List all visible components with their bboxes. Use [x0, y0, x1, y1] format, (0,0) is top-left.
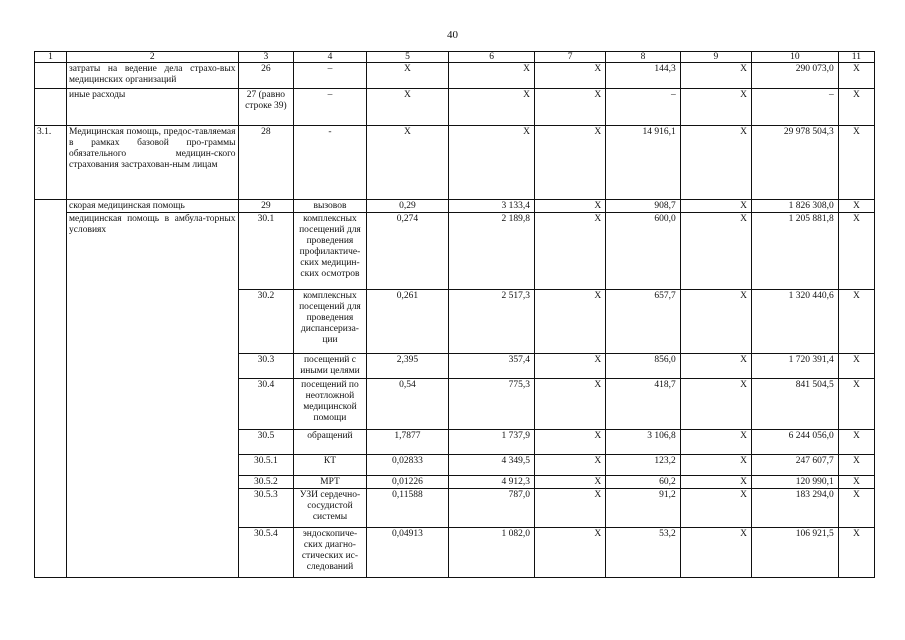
cell-col11: Х: [838, 89, 874, 126]
cell-col8: 418,7: [606, 379, 680, 430]
cell-unit: комплексных посещений для проведения профилактиче-ских медицин-ских осмотров: [294, 213, 366, 290]
cell-section: [35, 200, 67, 578]
cell-col5: 0,54: [366, 379, 449, 430]
col-header-5: 5: [366, 52, 449, 63]
cell-col10: 6 244 056,0: [751, 430, 838, 455]
cell-col7: Х: [535, 430, 606, 455]
cell-col11: Х: [838, 63, 874, 89]
cell-col6: 4 349,5: [449, 455, 535, 476]
cell-col5: 0,02833: [366, 455, 449, 476]
cell-col9: Х: [680, 430, 751, 455]
cell-col7: Х: [535, 354, 606, 379]
cell-col5: 2,395: [366, 354, 449, 379]
cell-unit: комплексных посещений для проведения диспансериза-ции: [294, 290, 366, 354]
cell-line: 26: [238, 63, 294, 89]
cell-col11: Х: [838, 455, 874, 476]
cell-col8: 123,2: [606, 455, 680, 476]
col-header-3: 3: [238, 52, 294, 63]
cell-col8: 856,0: [606, 354, 680, 379]
cell-col10: 247 607,7: [751, 455, 838, 476]
cell-col8: 91,2: [606, 489, 680, 528]
cell-col6: 1 737,9: [449, 430, 535, 455]
cell-col7: Х: [535, 200, 606, 213]
cell-unit: КТ: [294, 455, 366, 476]
cell-col8: 144,3: [606, 63, 680, 89]
col-header-1: 1: [35, 52, 67, 63]
cell-unit: посещений с иными целями: [294, 354, 366, 379]
cell-col10: 1 826 308,0: [751, 200, 838, 213]
cell-line: 30.5.1: [238, 455, 294, 476]
cell-name: Медицинская помощь, предос-тавляемая в рамках базовой про-граммы обязательного медицин-ского страхования застрахован-ным лицам: [67, 126, 239, 200]
cell-col5: 0,01226: [366, 476, 449, 489]
cell-line: 30.2: [238, 290, 294, 354]
cell-col9: Х: [680, 455, 751, 476]
cell-col8: 14 916,1: [606, 126, 680, 200]
cell-unit: МРТ: [294, 476, 366, 489]
cell-col8: 53,2: [606, 528, 680, 578]
cell-unit: -: [294, 126, 366, 200]
cell-col10: 1 720 391,4: [751, 354, 838, 379]
col-header-7: 7: [535, 52, 606, 63]
cell-col11: Х: [838, 200, 874, 213]
cell-line: 30.5.3: [238, 489, 294, 528]
table-row: [35, 63, 875, 89]
cell-col8: 60,2: [606, 476, 680, 489]
cell-col5: 0,29: [366, 200, 449, 213]
cell-col9: Х: [680, 528, 751, 578]
cell-col7: Х: [535, 455, 606, 476]
cell-col7: Х: [535, 528, 606, 578]
cell-col5: 0,261: [366, 290, 449, 354]
cell-line: 27 (равно строке 39): [238, 89, 294, 126]
cell-section: 3.1.: [35, 126, 67, 200]
cell-col9: Х: [680, 126, 751, 200]
cell-col5: Х: [366, 126, 449, 200]
col-header-10: 10: [751, 52, 838, 63]
cell-col10: 290 073,0: [751, 63, 838, 89]
cell-col8: 908,7: [606, 200, 680, 213]
cell-col9: Х: [680, 200, 751, 213]
cell-line: 30.5.4: [238, 528, 294, 578]
cell-col7: Х: [535, 489, 606, 528]
cell-col9: Х: [680, 89, 751, 126]
cell-unit: обращений: [294, 430, 366, 455]
cell-unit: –: [294, 63, 366, 89]
cell-line: 30.1: [238, 213, 294, 290]
cell-col8: 600,0: [606, 213, 680, 290]
cell-col9: Х: [680, 63, 751, 89]
cell-col11: Х: [838, 354, 874, 379]
col-header-6: 6: [449, 52, 535, 63]
cell-unit: вызовов: [294, 200, 366, 213]
cell-col9: Х: [680, 489, 751, 528]
cell-col10: 183 294,0: [751, 489, 838, 528]
col-header-9: 9: [680, 52, 751, 63]
cell-col6: 2 189,8: [449, 213, 535, 290]
cell-unit: УЗИ сердечно-сосудистой системы: [294, 489, 366, 528]
cell-col6: 4 912,3: [449, 476, 535, 489]
cell-col11: Х: [838, 476, 874, 489]
table-row: [35, 126, 875, 200]
cell-col5: 0,274: [366, 213, 449, 290]
cell-col10: –: [751, 89, 838, 126]
cell-col11: Х: [838, 528, 874, 578]
cell-line: 28: [238, 126, 294, 200]
cell-col6: Х: [449, 89, 535, 126]
cell-unit: эндоскопиче-ских диагно-стических ис-следований: [294, 528, 366, 578]
cell-col9: Х: [680, 213, 751, 290]
cell-col5: 1,7877: [366, 430, 449, 455]
cell-col5: 0,04913: [366, 528, 449, 578]
cell-section: [35, 89, 67, 126]
cell-line: 30.5.2: [238, 476, 294, 489]
cell-col10: 106 921,5: [751, 528, 838, 578]
cell-col9: Х: [680, 290, 751, 354]
col-header-2: 2: [67, 52, 239, 63]
table-row: [35, 200, 875, 213]
cell-col7: Х: [535, 63, 606, 89]
page-number: 40: [447, 29, 458, 41]
cell-col8: 3 106,8: [606, 430, 680, 455]
cell-line: 30.3: [238, 354, 294, 379]
tariff-table: [34, 51, 875, 578]
cell-col6: Х: [449, 63, 535, 89]
cell-col8: –: [606, 89, 680, 126]
cell-line: 29: [238, 200, 294, 213]
cell-col7: Х: [535, 89, 606, 126]
cell-col6: 3 133,4: [449, 200, 535, 213]
cell-col5: 0,11588: [366, 489, 449, 528]
cell-col7: Х: [535, 126, 606, 200]
cell-col6: 1 082,0: [449, 528, 535, 578]
cell-unit: посещений по неотложной медицинской помощи: [294, 379, 366, 430]
col-header-11: 11: [838, 52, 874, 63]
cell-col7: Х: [535, 213, 606, 290]
cell-col5: Х: [366, 63, 449, 89]
cell-col11: Х: [838, 290, 874, 354]
col-header-8: 8: [606, 52, 680, 63]
cell-line: 30.4: [238, 379, 294, 430]
cell-col11: Х: [838, 430, 874, 455]
cell-name: иные расходы: [67, 89, 239, 126]
cell-col9: Х: [680, 379, 751, 430]
cell-col6: 787,0: [449, 489, 535, 528]
cell-col9: Х: [680, 476, 751, 489]
table-row: [35, 213, 875, 290]
cell-col6: 357,4: [449, 354, 535, 379]
cell-col10: 120 990,1: [751, 476, 838, 489]
cell-col7: Х: [535, 476, 606, 489]
cell-col10: 29 978 504,3: [751, 126, 838, 200]
cell-col6: Х: [449, 126, 535, 200]
cell-col10: 1 205 881,8: [751, 213, 838, 290]
cell-col11: Х: [838, 379, 874, 430]
cell-col11: Х: [838, 126, 874, 200]
cell-col10: 841 504,5: [751, 379, 838, 430]
cell-line: 30.5: [238, 430, 294, 455]
cell-name: затраты на ведение дела страхо-вых медицинских организаций: [67, 63, 239, 89]
cell-col11: Х: [838, 213, 874, 290]
cell-col11: Х: [838, 489, 874, 528]
cell-col10: 1 320 440,6: [751, 290, 838, 354]
cell-col8: 657,7: [606, 290, 680, 354]
cell-col6: 775,3: [449, 379, 535, 430]
cell-unit: –: [294, 89, 366, 126]
cell-section: [35, 63, 67, 89]
cell-col7: Х: [535, 379, 606, 430]
cell-col5: Х: [366, 89, 449, 126]
col-header-4: 4: [294, 52, 366, 63]
cell-col9: Х: [680, 354, 751, 379]
cell-name: скорая медицинская помощь: [67, 200, 239, 213]
cell-name: медицинская помощь в амбула-торных условиях: [67, 213, 239, 578]
header-row: [35, 52, 875, 63]
table-row: [35, 89, 875, 126]
cell-col6: 2 517,3: [449, 290, 535, 354]
cell-col7: Х: [535, 290, 606, 354]
